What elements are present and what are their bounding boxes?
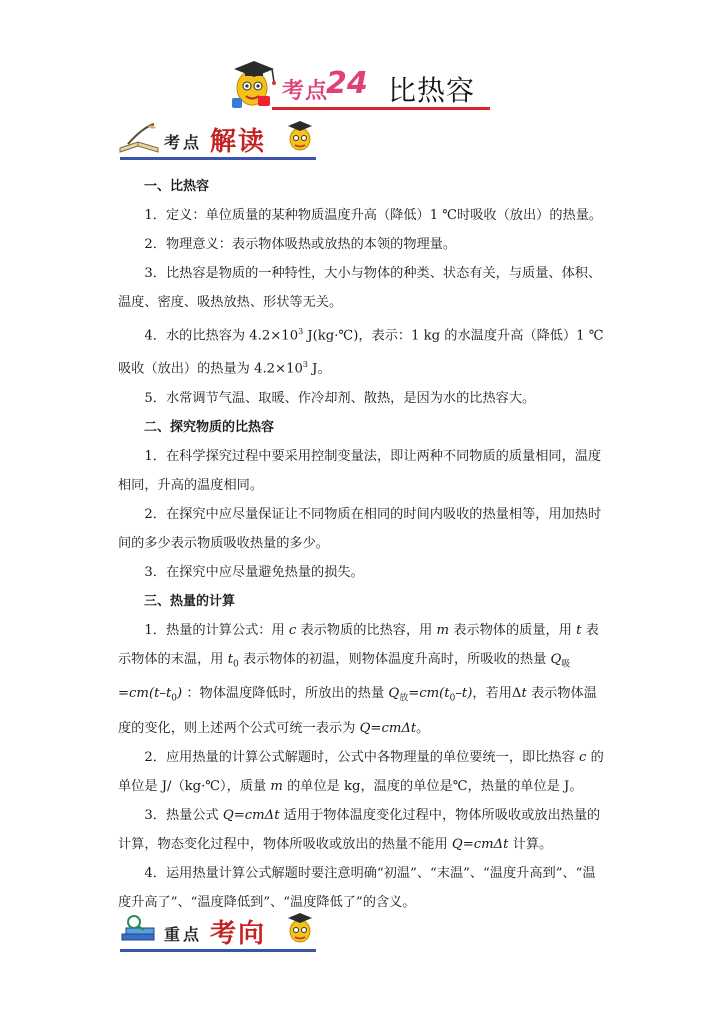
- paragraph: 4．运用热量计算公式解题时要注意明确“初温”、“末温”、“温度升高到”、“温度升高了”、“温度降低到”、“温度降低了”的含义。: [118, 866, 596, 911]
- paragraph: 3．热量公式 Q=cmΔt 适用于物体温度变化过程中，物体所吸收或放出热量的计算，物态变化过程中，物体所吸收或放出的热量不能用 Q=cmΔt 计算。: [118, 808, 601, 853]
- banner-underline: [120, 949, 316, 952]
- scholar-mascot-icon: [286, 118, 314, 152]
- paragraph: 1．在科学探究过程中要采用控制变量法，即让两种不同物质的质量相同，温度相同，升高的温度相同。: [118, 448, 602, 493]
- title-prefix: 考点: [282, 79, 329, 104]
- content-body: [118, 172, 604, 917]
- title-number: 24: [326, 66, 368, 101]
- section-banner-zhongdian-kaoxiang: [118, 910, 318, 954]
- banner-big-label: 解读: [210, 127, 267, 157]
- books-magnifier-icon: [118, 914, 160, 946]
- banner-underline: [120, 157, 316, 160]
- paragraph: 1．定义：单位质量的某种物质温度升高（降低）1 ℃时吸收（放出）的热量。: [144, 208, 603, 223]
- paragraph: 2．应用热量的计算公式解题时，公式中各物理量的单位要统一，即比热容 c 的单位是 J/（kg·℃），质量 m 的单位是 kg，温度的单位是℃，热量的单位是 J。: [118, 750, 604, 795]
- title-underline: [272, 107, 490, 110]
- scholar-mascot-icon: [286, 910, 314, 944]
- section-heading: 三、热量的计算: [144, 593, 236, 609]
- paragraph: 1．热量的计算公式：用 c 表示物质的比热容，用 m 表示物体的质量，用 t 表示物体的末温，用 $t_0$ 表示物体的初温，则物体温度升高时，所吸收的热量 $Q_吸=cm(t-t_0)$ ：物体温度降低时，所放出的热量 $Q_放=cm(t_0-t)$，若用Δt 表示物体温度的变化，则上述两个公式可统一表示为 Q=cmΔt。: [118, 622, 599, 737]
- paragraph: 5．水常调节气温、取暖、作冷却剂、散热，是因为水的比热容大。: [144, 390, 536, 406]
- banner-small-label: 考点: [164, 133, 203, 152]
- page-title-block: [228, 56, 498, 114]
- paragraph: 3．比热容是物质的一种特性，大小与物体的种类、状态有关，与质量、体积、温度、密度、吸热放热、形状等无关。: [118, 266, 602, 310]
- section-heading: 二、探究物质的比热容: [144, 419, 275, 435]
- scholar-mascot-icon: [228, 56, 278, 112]
- banner-small-label: 重点: [164, 925, 203, 944]
- section-banner-kaodian-jiedu: [118, 118, 318, 162]
- book-quill-icon: [118, 122, 160, 154]
- paragraph: 4．水的比热容为 $4.2\times 10^3$ J(kg·℃)，表示：1 kg 的水温度升高（降低）1 ℃吸收（放出）的热量为 $4.2\times 10^3$ J。: [118, 327, 604, 377]
- title-main: 比热容: [388, 74, 476, 107]
- paragraph: 3．在探究中应尽量避免热量的损失。: [144, 564, 364, 580]
- paragraph: 2．在探究中应尽量保证让不同物质在相同的时间内吸收的热量相等，用加热时间的多少表示物质吸收热量的多少。: [118, 506, 602, 551]
- banner-big-label: 考向: [210, 919, 267, 949]
- section-heading: 一、比热容: [144, 179, 210, 194]
- paragraph: 2．物理意义：表示物体吸热或放热的本领的物理量。: [144, 237, 457, 252]
